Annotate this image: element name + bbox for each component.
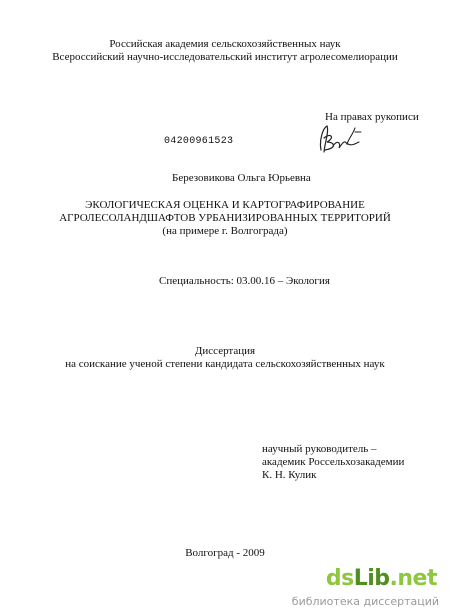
author-name: Березовикова Ольга Юрьевна xyxy=(172,172,311,184)
rights-note: На правах рукописи xyxy=(325,111,419,123)
supervisor-name: К. Н. Кулик xyxy=(262,469,317,481)
author-signature xyxy=(315,120,365,160)
title-line-1: ЭКОЛОГИЧЕСКАЯ ОЦЕНКА И КАРТОГРАФИРОВАНИЕ xyxy=(85,199,365,211)
supervisor-title: академик Россельхозакадемии xyxy=(262,456,405,468)
specialty: Специальность: 03.00.16 – Экология xyxy=(159,275,330,287)
title-line-2: АГРОЛЕСОЛАНДШАФТОВ УРБАНИЗИРОВАННЫХ ТЕРРИТОРИЙ xyxy=(59,212,391,224)
supervisor-role: научный руководитель – xyxy=(262,443,377,455)
academy-name: Российская академия сельскохозяйственных наук xyxy=(109,38,341,50)
institute-name: Всероссийский научно-исследовательский институт агролесомелиорации xyxy=(52,51,398,63)
dissertation-label: Диссертация xyxy=(194,345,256,357)
title-subtitle: (на примере г. Волгограда) xyxy=(162,225,288,237)
dslib-logo: dsLib.net xyxy=(325,566,437,591)
place-year: Волгоград - 2009 xyxy=(185,547,265,559)
dslib-subtitle: библиотека диссертаций xyxy=(291,595,439,608)
registration-number: 04200961523 xyxy=(164,136,234,147)
dissertation-purpose: на соискание ученой степени кандидата сельскохозяйственных наук xyxy=(65,358,385,370)
dslib-watermark xyxy=(285,566,445,612)
